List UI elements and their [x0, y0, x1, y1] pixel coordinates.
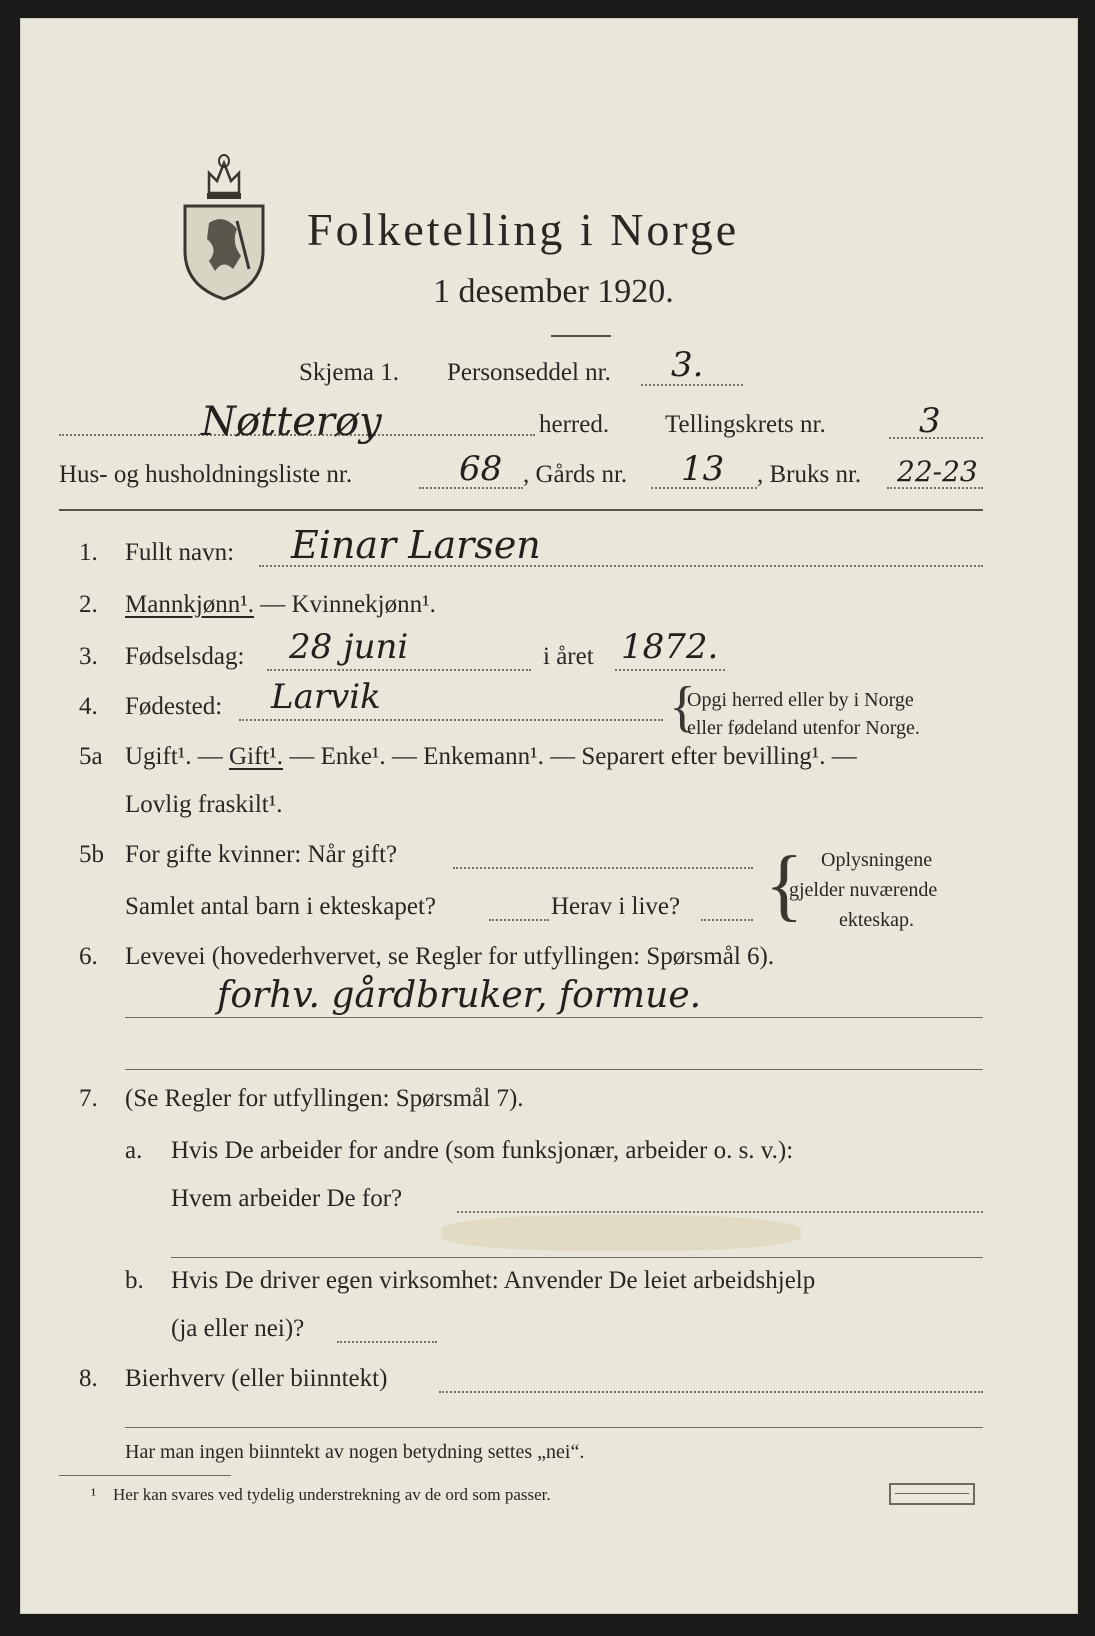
footnote-mark: ¹ — [91, 1485, 97, 1504]
q5b-children-label: Samlet antal barn i ekteskapet? — [125, 893, 436, 920]
option-lovlig-fraskilt[interactable]: Lovlig fraskilt¹. — [125, 791, 283, 818]
header-divider — [59, 509, 983, 511]
occupation-line-2[interactable] — [125, 1069, 983, 1070]
children-count-line[interactable] — [489, 919, 549, 921]
q4-number: 4. — [79, 693, 98, 720]
bruks-label: , Bruks nr. — [757, 461, 862, 488]
side-income-line[interactable] — [439, 1391, 983, 1393]
footnote-divider — [59, 1475, 231, 1476]
birthplace-line — [239, 719, 663, 721]
q3-label: Fødselsdag: — [125, 643, 245, 670]
q3-number: 3. — [79, 643, 98, 670]
year-value[interactable]: 1872. — [621, 627, 719, 667]
q5b-note-line1: Oplysningene — [821, 849, 933, 871]
personseddel-label: Personseddel nr. — [447, 359, 611, 386]
side-income-line-2[interactable] — [125, 1427, 983, 1428]
hus-value[interactable]: 68 — [459, 449, 503, 489]
form-title: Folketelling i Norge — [307, 204, 740, 255]
q7a-number: a. — [125, 1137, 143, 1164]
employer-line-2[interactable] — [171, 1257, 983, 1258]
q8-number: 8. — [79, 1365, 98, 1392]
q2-options — [125, 591, 436, 619]
employer-line[interactable] — [457, 1211, 983, 1213]
paper-stain — [441, 1215, 801, 1251]
q6-number: 6. — [79, 943, 98, 970]
footer-note: Har man ingen biinntekt av nogen betydning settes „nei“. — [125, 1441, 585, 1463]
q4-brace: { — [669, 676, 696, 738]
birthday-line — [267, 669, 531, 671]
q2-number: 2. — [79, 591, 98, 618]
footnote-text: Her kan svares ved tydelig understrekning av de ord som passer. — [113, 1485, 551, 1504]
q7a-line2: Hvem arbeider De for? — [171, 1185, 403, 1212]
q1-number: 1. — [79, 539, 98, 566]
gards-label: , Gårds nr. — [523, 461, 628, 488]
q5b-label: For gifte kvinner: Når gift? — [125, 841, 398, 868]
q4-note-line2: eller fødeland utenfor Norge. — [687, 717, 920, 739]
option-ugift[interactable]: Ugift¹. — [125, 743, 192, 770]
gards-value[interactable]: 13 — [681, 449, 725, 489]
q2-separator: — — [254, 591, 292, 618]
q8-label: Bierhverv (eller biinntekt) — [125, 1365, 388, 1392]
q7b-line1: Hvis De driver egen virksomhet: Anvender De leiet arbeidshjelp — [171, 1267, 816, 1294]
option-others[interactable]: — Enke¹. — Enkemann¹. — Separert efter bevilling¹. — — [283, 743, 857, 770]
tellingskrets-value[interactable]: 3 — [919, 401, 941, 441]
q5b-number: 5b — [79, 841, 104, 868]
q7a-line1: Hvis De arbeider for andre (som funksjonær, arbeider o. s. v.): — [171, 1137, 794, 1164]
q7-number: 7. — [79, 1085, 98, 1112]
q5a-options — [125, 743, 857, 771]
title-divider — [551, 335, 611, 337]
tellingskrets-label: Tellingskrets nr. — [665, 411, 826, 438]
occupation-line-1 — [125, 1017, 983, 1018]
q4-note-line1: Opgi herred eller by i Norge — [687, 689, 914, 711]
q5a-number: 5a — [79, 743, 103, 770]
occupation-value[interactable]: forhv. gårdbruker, formue. — [217, 975, 702, 1016]
q5b-alive-label: Herav i live? — [551, 893, 681, 920]
year-line — [615, 669, 725, 671]
herred-label: herred. — [539, 411, 610, 438]
year-label: i året — [543, 643, 594, 670]
q5b-brace: { — [765, 841, 804, 929]
census-date: 1 desember 1920. — [433, 273, 674, 310]
printer-stamp — [889, 1483, 975, 1505]
q1-label: Fullt navn: — [125, 539, 235, 566]
coat-of-arms-icon — [179, 151, 269, 301]
q4-label: Fødested: — [125, 693, 223, 720]
birthplace-value[interactable]: Larvik — [271, 677, 381, 717]
full-name-value[interactable]: Einar Larsen — [291, 523, 541, 567]
hired-help-line[interactable] — [337, 1341, 437, 1343]
q6-label: Levevei (hovederhvervet, se Regler for utfyllingen: Spørsmål 6). — [125, 943, 775, 970]
q7b-line2: (ja eller nei)? — [171, 1315, 305, 1342]
option-kvinnekjonn[interactable]: Kvinnekjønn¹. — [291, 591, 436, 618]
q7b-number: b. — [125, 1267, 144, 1294]
married-when-line[interactable] — [453, 867, 753, 869]
option-gift[interactable]: Gift¹. — [229, 743, 284, 770]
skjema-label: Skjema 1. — [299, 359, 399, 386]
option-mannkjonn[interactable]: Mannkjønn¹. — [125, 591, 255, 618]
hus-label: Hus- og husholdningsliste nr. — [59, 461, 353, 488]
children-alive-line[interactable] — [701, 919, 753, 921]
herred-value[interactable]: Nøtterøy — [201, 399, 382, 445]
personseddel-value[interactable]: 3. — [671, 345, 704, 385]
census-form — [20, 18, 1078, 1614]
q5b-note-line2: gjelder nuværende — [789, 879, 938, 901]
bruks-value[interactable]: 22-23 — [897, 455, 978, 488]
q5a-separator: — — [191, 743, 230, 770]
q5b-note-line3: ekteskap. — [839, 909, 914, 931]
birthday-value[interactable]: 28 juni — [289, 627, 409, 667]
q7-label: (Se Regler for utfyllingen: Spørsmål 7). — [125, 1085, 524, 1112]
